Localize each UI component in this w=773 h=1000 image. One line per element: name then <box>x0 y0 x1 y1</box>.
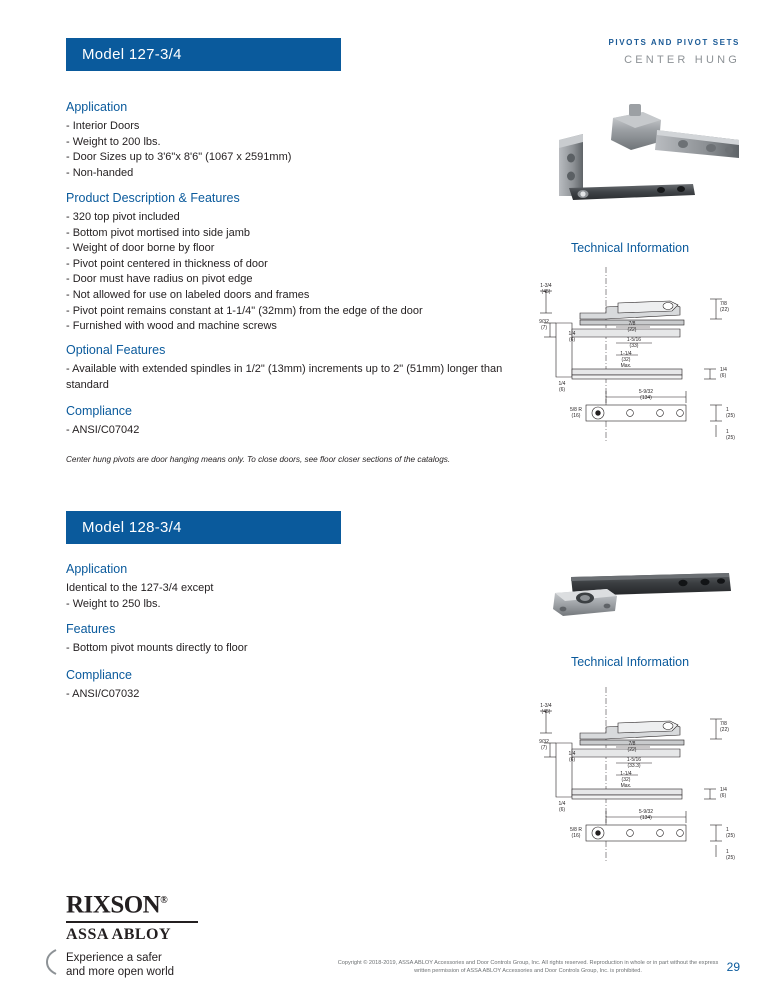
dim-text: 1 <box>726 407 729 413</box>
dim-text: 5-9/32 <box>638 809 654 815</box>
dim-text: Max. <box>620 783 632 789</box>
swoosh-icon <box>40 948 60 976</box>
dim-text: 1/4 <box>720 787 727 793</box>
list-item: - Pivot point remains constant at 1-1/4" (32mm) from the edge of the door <box>66 304 423 317</box>
dim-text: 1-5/16 <box>626 757 642 763</box>
compliance-list-128 <box>66 687 536 703</box>
features-block-127 <box>66 191 536 335</box>
list-item: - Available with extended spindles in 1/2" (13mm) increments up to 2" (51mm) longer than standard <box>66 363 503 391</box>
dim-text: 7/8 <box>720 301 727 307</box>
application-list-128 <box>66 581 536 612</box>
compliance-list-127 <box>66 423 536 439</box>
list-item: - Door must have radius on pivot edge <box>66 273 253 286</box>
features-heading-128: Features <box>66 622 116 636</box>
dim-text: 1/4 <box>568 751 576 757</box>
dim-text: (25) <box>726 833 735 839</box>
list-item: - Furnished with wood and machine screws <box>66 320 277 333</box>
dim-text: (134) <box>640 395 652 401</box>
list-item: - Bottom pivot mortised into side jamb <box>66 226 251 239</box>
dim-text: 1/4 <box>568 331 576 337</box>
features-block-128 <box>66 622 536 657</box>
dim-text: (45) <box>541 289 551 295</box>
dim-text: Max. <box>620 363 632 369</box>
dim-text: (22) <box>627 747 637 753</box>
application-heading-128: Application <box>66 562 128 576</box>
dim-text: (22) <box>720 727 729 733</box>
dim-text: 1/4 <box>720 367 727 373</box>
features-heading-127: Product Description & Features <box>66 191 240 205</box>
compliance-heading-128: Compliance <box>66 668 133 682</box>
optional-features-list-127 <box>66 362 536 393</box>
dim-text: 1/4 <box>558 801 566 807</box>
dim-text: (6) <box>568 337 576 343</box>
brand-logo <box>66 888 246 944</box>
compliance-heading-127: Compliance <box>66 404 133 418</box>
product-photo-128 <box>543 565 743 625</box>
dim-text: (16) <box>571 413 581 419</box>
sub-brand-name: ASSA ABLOY <box>66 926 172 944</box>
list-item: - ANSI/C07042 <box>66 424 140 436</box>
header-subcategory: CENTER HUNG <box>624 54 740 66</box>
list-item: - Interior Doors <box>66 120 140 132</box>
list-item: - Weight to 200 lbs. <box>66 135 161 148</box>
dim-text: 9/32 <box>539 739 549 745</box>
technical-drawing-127 <box>520 265 750 460</box>
features-list-127 <box>66 210 536 335</box>
list-item: - Weight to 250 lbs. <box>66 597 161 610</box>
list-item: - Pivot point centered in thickness of door <box>66 257 268 270</box>
registered-mark: ® <box>160 895 168 906</box>
logo-divider <box>66 921 198 923</box>
dim-text: (6) <box>720 373 727 379</box>
compliance-block-127 <box>66 404 536 439</box>
technical-drawing-128 <box>520 685 750 880</box>
dim-text: (6) <box>568 757 576 763</box>
tagline-line-1: Experience a safer <box>66 952 162 964</box>
dim-text: 1 <box>726 429 729 435</box>
list-item: - Not allowed for use on labeled doors and frames <box>66 288 310 301</box>
dim-text: (32) <box>621 357 631 363</box>
dim-text: (7) <box>540 745 548 751</box>
list-item: - Bottom pivot mounts directly to floor <box>66 642 248 654</box>
dim-text: 9/32 <box>539 319 549 325</box>
dim-text: (6) <box>720 793 727 799</box>
model-title-127: Model 127-3/4 <box>66 38 341 71</box>
list-item: - Door Sizes up to 3'6"x 8'6" (1067 x 2591mm) <box>66 151 292 164</box>
dim-text: (6) <box>558 387 566 393</box>
brand-tagline <box>66 951 174 979</box>
application-block-127 <box>66 100 536 181</box>
model-title-128: Model 128-3/4 <box>66 511 341 544</box>
application-heading-127: Application <box>66 100 128 114</box>
footnote-127: Center hung pivots are door hanging means only. To close doors, see floor closer sections of the catalogs. <box>66 455 451 464</box>
tech-info-label-128: Technical Information <box>570 655 690 669</box>
list-item: Identical to the 127-3/4 except <box>66 582 214 594</box>
list-item: - ANSI/C07032 <box>66 688 140 700</box>
dim-text: (32) <box>621 777 631 783</box>
tech-info-label-127: Technical Information <box>570 241 690 255</box>
page-number: 29 <box>726 960 740 974</box>
dim-text: (16) <box>571 833 581 839</box>
dim-text: (25) <box>726 855 735 861</box>
brand-name-text: RIXSON <box>66 891 161 919</box>
copyright-text: Copyright © 2018-2019, ASSA ABLOY Accessories and Door Controls Group, Inc. All rights reserved. Reproduction in whole or in part without the express written permission of ASSA ABLOY Accessories and Door Controls Group, Inc. is prohibited. <box>337 960 719 974</box>
dim-text: 7/8 <box>720 721 727 727</box>
dim-text: (22) <box>720 307 729 313</box>
dim-text: 5/8 R <box>570 827 582 833</box>
page-header <box>608 38 740 66</box>
header-category: PIVOTS AND PIVOT SETS <box>608 38 740 47</box>
dim-text: (7) <box>540 325 548 331</box>
brand-name <box>66 888 246 918</box>
dim-text: (33) <box>629 343 639 349</box>
dim-text: (33.3) <box>627 763 641 769</box>
tagline-line-2: and more open world <box>66 966 175 978</box>
features-list-128 <box>66 641 536 657</box>
dim-text: (25) <box>726 413 735 419</box>
dim-text: 1-1/4 <box>620 351 632 357</box>
dim-text: 7/8 <box>628 741 636 747</box>
dim-text: 1-1/4 <box>620 771 632 777</box>
compliance-block-128 <box>66 668 536 703</box>
dim-text: (25) <box>726 435 735 441</box>
dim-text: 1 <box>726 849 729 855</box>
dim-text: 1 <box>726 827 729 833</box>
dim-text: 1-3/4 <box>540 283 552 289</box>
dim-text: 5/8 R <box>570 407 582 413</box>
application-block-128 <box>66 562 536 612</box>
dim-text: (134) <box>640 815 652 821</box>
dim-text: 1-3/4 <box>540 703 552 709</box>
dim-text: (45) <box>541 709 551 715</box>
application-list-127 <box>66 119 536 181</box>
list-item: - 320 top pivot included <box>66 211 180 223</box>
dim-text: 5-9/32 <box>638 389 654 395</box>
optional-features-block-127 <box>66 343 536 393</box>
list-item: - Non-handed <box>66 166 134 179</box>
dim-text: (6) <box>558 807 566 813</box>
product-photo-127 <box>543 100 743 210</box>
dim-text: (22) <box>627 327 637 333</box>
dim-text: 1/4 <box>558 381 566 387</box>
optional-features-heading-127: Optional Features <box>66 343 166 357</box>
list-item: - Weight of door borne by floor <box>66 242 215 255</box>
dim-text: 1-5/16 <box>626 337 642 343</box>
dim-text: 7/8 <box>628 321 636 327</box>
